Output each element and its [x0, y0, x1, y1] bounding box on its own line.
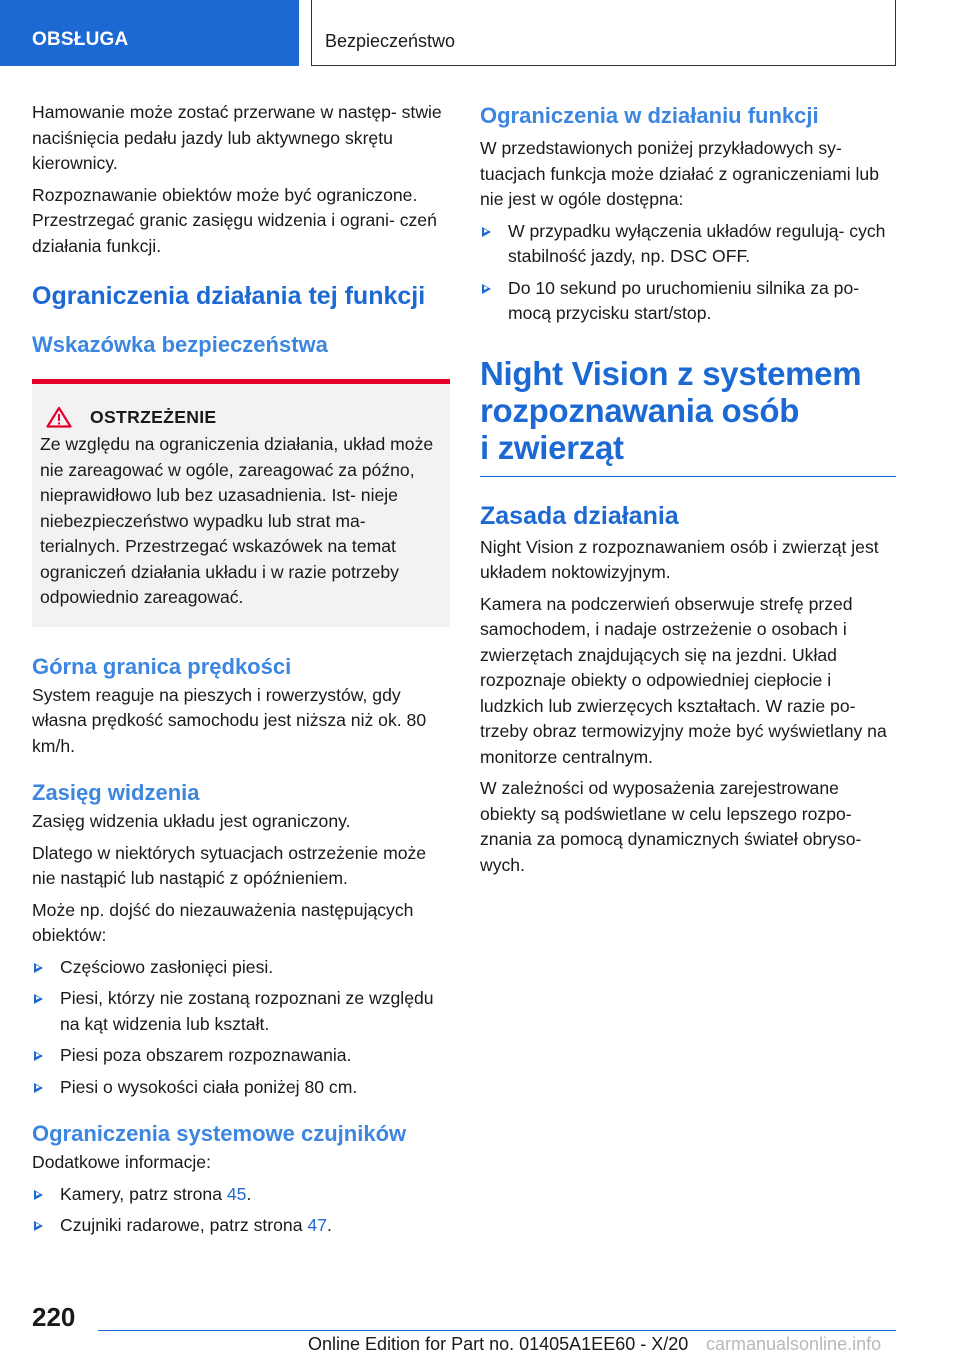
- chapter-tab: [0, 0, 299, 66]
- paragraph-principle-3: W zależności od wyposażenia zarejestrowane obiekty są podświetlane w celu lepszego rozpo‐ znania za pomocą dynamicznych świateł obryso‐ wych.: [480, 778, 862, 875]
- warning-box: [32, 379, 450, 627]
- page-link-cameras[interactable]: 45: [226, 1183, 247, 1204]
- triangle-bullet-icon: [34, 1190, 43, 1200]
- list-item: [32, 1043, 450, 1069]
- warning-text: Ze względu na ograniczenia działania, układ może nie zareagować w ogóle, zareagować za późno, nieprawidłowo lub bez uzasadnienia. Ist‐ nieje niebezpieczeństwo wypadku lub strat ma‐ terialnych. Przestrzegać wskazówek na temat ograniczeń działania układu i w razie potrzeby odpowiednio zareagować.: [40, 434, 434, 607]
- restrictions-list: [480, 219, 896, 327]
- chapter-title-line-3: i zwierząt: [480, 428, 624, 466]
- chapter-title-line-1: Night Vision z systemem: [480, 354, 862, 392]
- list-item: [32, 955, 450, 981]
- footer-divider: [98, 1330, 896, 1331]
- heading-safety-note: Wskazówka bezpieczeństwa: [32, 332, 328, 357]
- list-item-text: Kamery, patrz strona: [60, 1183, 227, 1204]
- footer-watermark: carmanualsonline.info: [706, 1334, 882, 1354]
- list-item: [480, 219, 896, 270]
- heading-principle: Zasada działania: [480, 501, 679, 530]
- list-item-text: Piesi, którzy nie zostaną rozpoznani ze względu na kąt widzenia lub kształt.: [60, 988, 434, 1034]
- chapter-title-line-2: rozpoznawania osób: [480, 391, 800, 429]
- list-item-text: W przypadku wyłączenia układów regulują‐ cych stabilność jazdy, np. DSC OFF.: [508, 220, 886, 266]
- list-item-text: Częściowo zasłonięci piesi.: [60, 956, 274, 977]
- list-item: [32, 986, 450, 1037]
- paragraph-principle-1: Night Vision z rozpoznawaniem osób i zwierząt jest układem noktowizyjnym.: [480, 536, 879, 582]
- heading-speed-limit: Górna granica prędkości: [32, 653, 292, 679]
- heading-view-range: Zasięg widzenia: [32, 780, 200, 805]
- footer-edition: Online Edition for Part no. 01405A1EE60 - X/20: [308, 1334, 689, 1354]
- paragraph-range-1: Zasięg widzenia układu jest ograniczony.: [32, 811, 351, 831]
- paragraph-restrictions: W przedstawionych poniżej przykładowych sy‐ tuacjach funkcja może działać z ograniczeniami lub nie jest w ogóle dostępna:: [480, 138, 879, 209]
- paragraph-speed: System reaguje na pieszych i rowerzystów, gdy własna prędkość samochodu jest niższa niż ok. 80 km/h.: [32, 684, 427, 756]
- paragraph-recognition: Rozpoznawanie obiektów może być ograniczone. Przestrzegać granic zasięgu widzenia i ograni‐ czeń działania funkcji.: [32, 184, 437, 256]
- list-item-end: .: [326, 1215, 332, 1235]
- list-item: [480, 276, 896, 327]
- heading-function-restrictions: Ograniczenia w działaniu funkcji: [480, 103, 819, 128]
- warning-triangle-icon: [46, 406, 72, 428]
- heading-sensor-limits: Ograniczenia systemowe czujników: [32, 1121, 407, 1146]
- paragraph-sensors: Dodatkowe informacje:: [32, 1152, 211, 1172]
- sensor-list: [32, 1182, 450, 1239]
- list-item: [32, 1075, 450, 1101]
- chapter-title: [480, 355, 896, 466]
- triangle-bullet-icon: [34, 963, 43, 973]
- list-item: [32, 1213, 450, 1239]
- paragraph-principle-2: Kamera na podczerwień obserwuje strefę przed samochodem, i nadaje ostrzeżenie o osobach i zwierzętach znajdujących się na jezdni. Układ rozpoznaje obiekty o odpowiedniej ciepłocie i ludzkich lub zwierzęcych kształtach. W razie po‐ trzeby obraz termowizyjny może być wyświetlany na monitorze centralnym.: [480, 593, 887, 767]
- list-item-text: Piesi poza obszarem rozpoznawania.: [60, 1045, 352, 1065]
- paragraph-range-2: Dlatego w niektórych sytuacjach ostrzeżenie może nie nastąpić lub nastąpić z opóźnieniem.: [32, 842, 427, 888]
- section-label: Bezpieczeństwo: [325, 31, 456, 51]
- warning-title-row: [40, 406, 442, 428]
- chapter-divider: [480, 476, 896, 477]
- page-number: 220: [32, 1302, 76, 1332]
- chapter-label: OBSŁUGA: [32, 29, 129, 50]
- warning-title: OSTRZEŻENIE: [90, 406, 217, 427]
- triangle-bullet-icon: [34, 1083, 43, 1093]
- range-list: [32, 955, 450, 1101]
- triangle-bullet-icon: [34, 1051, 43, 1061]
- page-link-radar[interactable]: 47: [307, 1215, 327, 1235]
- list-item-text: Piesi o wysokości ciała poniżej 80 cm.: [60, 1076, 358, 1097]
- triangle-bullet-icon: [482, 284, 491, 294]
- heading-function-limits: Ograniczenia działania tej funkcji: [32, 282, 426, 310]
- paragraph-range-3: Może np. dojść do niezauważenia następujących obiektów:: [32, 899, 414, 945]
- triangle-bullet-icon: [482, 227, 491, 237]
- list-item: [32, 1182, 450, 1208]
- left-column: [32, 100, 450, 1245]
- triangle-bullet-icon: [34, 994, 43, 1004]
- list-item-end: .: [246, 1183, 252, 1204]
- list-item-text: Czujniki radarowe, patrz strona: [60, 1215, 308, 1235]
- right-column: [480, 100, 896, 884]
- triangle-bullet-icon: [34, 1221, 43, 1231]
- paragraph-braking: Hamowanie może zostać przerwane w następ‐ stwie naciśnięcia pedału jazdy lub aktywnego skrętu kierownicy.: [32, 102, 442, 173]
- list-item-text: Do 10 sekund po uruchomieniu silnika za po‐ mocą przycisku start/stop.: [508, 277, 860, 323]
